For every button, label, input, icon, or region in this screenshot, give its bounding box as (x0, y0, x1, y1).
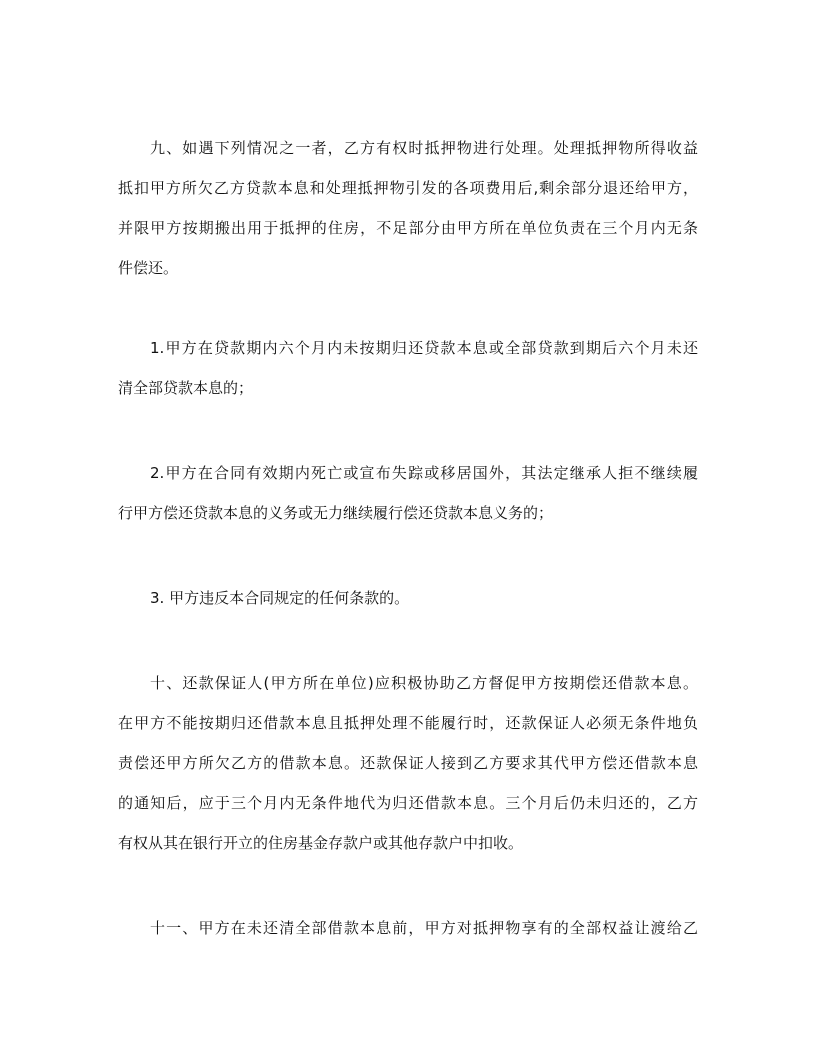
paragraph-9-line-2: 抵扣甲方所欠乙方贷款本息和处理抵押物引发的各项费用后,剩余部分退还给甲方， (118, 179, 698, 197)
paragraph-10-line-1: 十、还款保证人(甲方所在单位)应积极协助乙方督促甲方按期偿还借款本息。 (150, 674, 698, 692)
item-1-line-1: 1.甲方在贷款期内六个月内未按期归还贷款本息或全部贷款到期后六个月未还 (150, 339, 698, 357)
paragraph-9-line-1: 九、如遇下列情况之一者，乙方有权时抵押物进行处理。处理抵押物所得收益 (150, 139, 698, 157)
item-1-line-2: 清全部贷款本息的； (118, 379, 254, 397)
item-2-line-1: 2.甲方在合同有效期内死亡或宣布失踪或移居国外，其法定继承人拒不继续履 (150, 464, 698, 482)
item-3-line-1: 3. 甲方违反本合同规定的任何条款的。 (150, 589, 410, 607)
paragraph-9-line-3: 并限甲方按期搬出用于抵押的住房，不足部分由甲方所在单位负责在三个月内无条 (118, 219, 698, 237)
paragraph-10-line-3: 责偿还甲方所欠乙方的借款本息。还款保证人接到乙方要求其代甲方偿还借款本息 (118, 754, 698, 772)
paragraph-10-line-5: 有权从其在银行开立的住房基金存款户或其他存款户中扣收。 (118, 834, 524, 852)
paragraph-10-line-2: 在甲方不能按期归还借款本息且抵押处理不能履行时，还款保证人必须无条件地负 (118, 714, 698, 732)
paragraph-10-line-4: 的通知后，应于三个月内无条件地代为归还借款本息。三个月后仍未归还的，乙方 (118, 794, 698, 812)
item-2-line-2: 行甲方偿还贷款本息的义务或无力继续履行偿还贷款本息义务的； (118, 504, 554, 522)
paragraph-9-line-4: 件偿还。 (118, 259, 179, 277)
paragraph-11-line-1: 十一、甲方在未还清全部借款本息前，甲方对抵押物享有的全部权益让渡给乙 (150, 919, 698, 937)
